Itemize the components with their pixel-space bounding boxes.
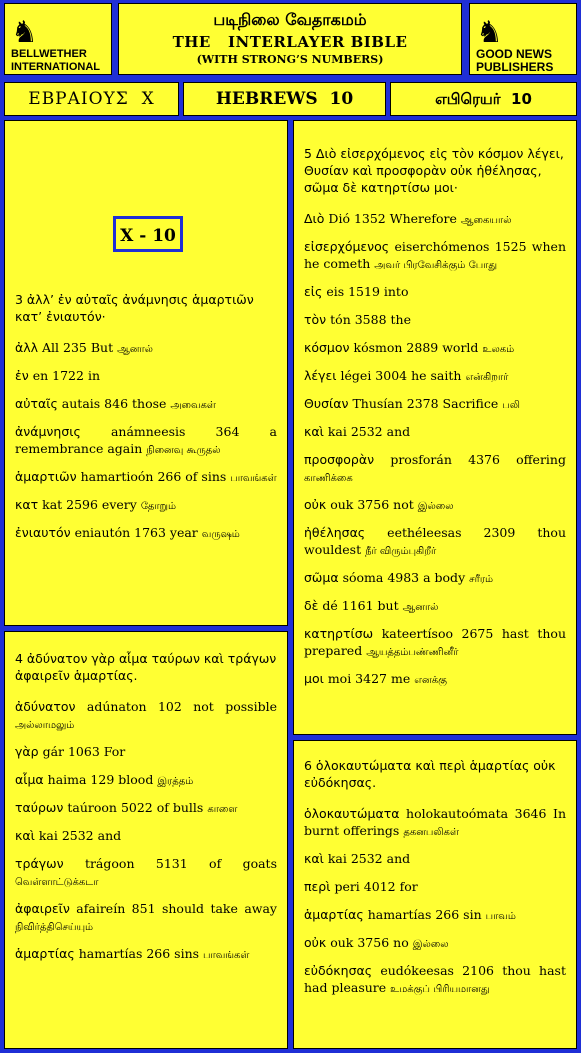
greek-word: ἀδύνατον xyxy=(15,699,76,714)
tamil-gloss: தகனபலிகள் xyxy=(403,827,459,838)
transliteration-gloss: peri 4012 for xyxy=(334,879,418,894)
tamil-gloss: ஆனால் xyxy=(402,602,439,613)
greek-word: ὁλοκαυτώματα xyxy=(304,806,400,821)
word-entry xyxy=(15,743,277,762)
word-entry xyxy=(304,569,566,588)
shepherd-icon: ♞ xyxy=(11,15,38,50)
transliteration-gloss: holokautoómata 3646 In burnt offerings xyxy=(304,806,566,838)
greek-word: γὰρ xyxy=(15,744,39,759)
word-entry xyxy=(15,496,277,515)
greek-word: δὲ xyxy=(304,598,319,613)
transliteration-gloss: haima 129 blood xyxy=(47,772,154,787)
tamil-gloss: பாவம் xyxy=(485,911,516,922)
tab-greek-book: ΕΒΡΑΙΟΥΣ X xyxy=(4,82,179,116)
greek-word: τὸν xyxy=(304,312,327,327)
tamil-gloss: பாவங்கள் xyxy=(230,473,277,484)
transliteration-gloss: afaireín 851 should take away xyxy=(76,901,277,916)
greek-word: ἁμαρτίας xyxy=(304,907,364,922)
word-entry xyxy=(304,238,566,274)
word-entry xyxy=(304,423,566,442)
transliteration-gloss: sóoma 4983 a body xyxy=(342,570,466,585)
transliteration-gloss: eniautón 1763 year xyxy=(74,525,198,540)
tamil-gloss: ஆனால் xyxy=(117,344,153,355)
greek-word: καὶ xyxy=(15,828,35,843)
tamil-gloss: தோறும் xyxy=(140,501,177,512)
tamil-gloss: இல்லை xyxy=(412,939,449,950)
logo-left-line1: BELLWETHER xyxy=(11,48,87,60)
word-entry xyxy=(15,855,277,891)
word-entry xyxy=(15,945,277,964)
tamil-gloss: ஆயத்தம்பண்ணினீர் xyxy=(366,647,459,658)
transliteration-gloss: Thusían 2378 Sacrifice xyxy=(352,396,499,411)
word-entry xyxy=(304,339,566,358)
greek-word: Θυσίαν xyxy=(304,396,349,411)
greek-word: κόσμον xyxy=(304,340,350,355)
transliteration-gloss: hamartías 266 sins xyxy=(78,946,200,961)
greek-word: οὐκ xyxy=(304,497,327,512)
tamil-gloss: அவர் பிரவேசிக்கும் போது xyxy=(374,260,498,271)
greek-word: ἀλλ xyxy=(15,340,39,355)
greek-word: ἁμαρτιῶν xyxy=(15,469,77,484)
tamil-gloss: பலி xyxy=(502,400,520,411)
greek-word: ἠθέλησας xyxy=(304,525,366,540)
greek-word: λέγει xyxy=(304,368,337,383)
title-tamil: படிநிலை வேதாகமம் xyxy=(213,10,367,29)
greek-word: τράγων xyxy=(15,856,64,871)
entry-list xyxy=(304,805,566,998)
transliteration-gloss: kat 2596 every xyxy=(42,497,137,512)
transliteration-gloss: taúroon 5022 of bulls xyxy=(67,800,204,815)
tamil-gloss: ஆகையால் xyxy=(460,215,512,226)
greek-word: εὐδόκησας xyxy=(304,963,373,978)
word-entry xyxy=(15,423,277,459)
transliteration-gloss: kai 2532 and xyxy=(38,828,122,843)
word-entry xyxy=(15,799,277,818)
word-entry xyxy=(304,934,566,953)
title-english: THE INTERLAYER BIBLE xyxy=(172,33,408,51)
panel-verse-4 xyxy=(4,631,288,1049)
word-entry xyxy=(304,451,566,487)
title-block xyxy=(118,3,462,75)
word-entry xyxy=(304,496,566,515)
greek-word: περὶ xyxy=(304,879,331,894)
logo-good-news xyxy=(469,3,577,75)
tab-english-book: HEBREWS 10 xyxy=(183,82,386,116)
transliteration-gloss: eudókeesas 2106 thou hast had pleasure xyxy=(304,963,566,995)
transliteration-gloss: trágoon 5131 of goats xyxy=(84,856,277,871)
transliteration-gloss: hamartioón 266 of sins xyxy=(80,469,227,484)
word-entry xyxy=(15,900,277,936)
word-entry xyxy=(304,597,566,616)
greek-word: κατηρτίσω xyxy=(304,626,374,641)
verse-text: 4 ἀδύνατον γὰρ αἷμα ταύρων καὶ τράγων ἀφαιρεῖν ἁμαρτίας. xyxy=(15,651,277,683)
transliteration-gloss: dé 1161 but xyxy=(322,598,399,613)
transliteration-gloss: eis 1519 into xyxy=(326,284,409,299)
transliteration-gloss: eethéleesas 2309 thou wouldest xyxy=(304,525,566,557)
greek-word: κατ xyxy=(15,497,39,512)
tamil-gloss: நிவிர்த்திசெய்யும் xyxy=(15,922,94,933)
tab-tamil-book: எபிரெயர் 10 xyxy=(390,82,577,116)
word-entry xyxy=(304,395,566,414)
entry-list xyxy=(304,210,566,689)
logo-bellwether xyxy=(4,3,112,75)
tamil-gloss: பாவங்கள் xyxy=(203,950,250,961)
greek-word: αἷμα xyxy=(15,772,44,787)
word-entry xyxy=(304,311,566,330)
word-entry xyxy=(304,878,566,897)
tamil-gloss: அல்லாமலும் xyxy=(15,720,75,731)
verse-text: 6 ὁλοκαυτώματα καὶ περὶ ἁμαρτίας οὐκ εὐδόκησας. xyxy=(304,758,556,790)
tamil-gloss: இரத்தம் xyxy=(157,776,194,787)
greek-word: Διὸ xyxy=(304,211,325,226)
transliteration-gloss: ouk 3756 no xyxy=(330,935,409,950)
word-entry xyxy=(15,524,277,543)
transliteration-gloss: kai 2532 and xyxy=(327,851,411,866)
transliteration-gloss: kósmon 2889 world xyxy=(353,340,479,355)
greek-word: ἀφαιρεῖν xyxy=(15,901,70,916)
greek-word: ἁμαρτίας xyxy=(15,946,75,961)
panel-verse-5 xyxy=(293,120,577,735)
title-subtitle: (WITH STRONG’S NUMBERS) xyxy=(196,53,384,66)
greek-word: ἐν xyxy=(15,368,29,383)
word-entry xyxy=(15,339,277,358)
greek-word: προσφορὰν xyxy=(304,452,375,467)
entry-list xyxy=(15,698,277,964)
tamil-gloss: எனக்கு xyxy=(414,675,447,686)
tamil-gloss: இல்லை xyxy=(417,501,454,512)
greek-word: μοι xyxy=(304,671,324,686)
transliteration-gloss: kateertísoo 2675 hast thou prepared xyxy=(304,626,566,658)
word-entry xyxy=(15,367,277,386)
transliteration-gloss: anámneesis 364 a remembrance again xyxy=(15,424,277,456)
transliteration-gloss: Dió 1352 Wherefore xyxy=(328,211,457,226)
tamil-gloss: நீர் விரும்புகிறீர் xyxy=(365,546,437,557)
word-entry xyxy=(304,210,566,229)
tamil-gloss: நினைவு கூருதல் xyxy=(146,445,221,456)
tamil-gloss: வருஷம் xyxy=(201,529,240,540)
greek-word: ἐνιαυτόν xyxy=(15,525,71,540)
tamil-gloss: காணிக்கை xyxy=(304,473,353,484)
tamil-gloss: வெள்ளாட்டுக்கடா xyxy=(15,877,99,888)
shepherd-icon: ♞ xyxy=(476,15,503,50)
tamil-gloss: உமக்குப் பிரியமானது xyxy=(390,984,490,995)
word-entry xyxy=(304,625,566,661)
tamil-gloss: சரீரம் xyxy=(469,574,494,585)
greek-word: αὐταῖς xyxy=(15,396,58,411)
verse-text: 5 Διὸ εἰσερχόμενος εἰς τὸν κόσμον λέγει, Θυσίαν καὶ προσφορὰν οὐκ ἠθέλησας, σῶμα δὲ κατηρτίσω μοι· xyxy=(304,146,564,195)
greek-word: καὶ xyxy=(304,424,324,439)
logo-right-line1: GOOD NEWS xyxy=(476,47,553,61)
greek-word: καὶ xyxy=(304,851,324,866)
transliteration-gloss: hamartías 266 sin xyxy=(367,907,482,922)
logo-left-line2: INTERNATIONAL xyxy=(11,61,101,73)
transliteration-gloss: ouk 3756 not xyxy=(330,497,414,512)
transliteration-gloss: adúnaton 102 not possible xyxy=(86,699,277,714)
tamil-gloss: அவைகள் xyxy=(170,400,216,411)
greek-word: οὐκ xyxy=(304,935,327,950)
transliteration-gloss: autais 846 those xyxy=(61,396,167,411)
chapter-badge: X - 10 xyxy=(113,216,183,252)
word-entry xyxy=(304,524,566,560)
greek-word: ταύρων xyxy=(15,800,64,815)
word-entry xyxy=(15,468,277,487)
logo-right-line2: PUBLISHERS xyxy=(476,60,554,74)
transliteration-gloss: en 1722 in xyxy=(32,368,100,383)
transliteration-gloss: gár 1063 For xyxy=(42,744,126,759)
tamil-gloss: உலகம் xyxy=(482,344,515,355)
transliteration-gloss: tón 3588 the xyxy=(330,312,411,327)
tamil-gloss: காளை xyxy=(207,804,238,815)
greek-word: εἰς xyxy=(304,284,323,299)
transliteration-gloss: moi 3427 me xyxy=(327,671,411,686)
transliteration-gloss: légei 3004 he saith xyxy=(340,368,462,383)
word-entry xyxy=(304,670,566,689)
word-entry xyxy=(304,367,566,386)
entry-list xyxy=(15,339,277,543)
transliteration-gloss: eiserchómenos 1525 when he cometh xyxy=(304,239,566,271)
word-entry xyxy=(15,395,277,414)
greek-word: εἰσερχόμενος xyxy=(304,239,390,254)
transliteration-gloss: prosforán 4376 offering xyxy=(390,452,566,467)
transliteration-gloss: All 235 But xyxy=(42,340,114,355)
word-entry xyxy=(15,698,277,734)
word-entry xyxy=(15,827,277,846)
verse-text: 3 ἀλλ’ ἐν αὐταῖς ἀνάμνησις ἁμαρτιῶν κατ’ ἐνιαυτόν· xyxy=(15,292,254,324)
greek-word: σῶμα xyxy=(304,570,339,585)
panel-verse-3 xyxy=(4,120,288,626)
word-entry xyxy=(304,850,566,869)
word-entry xyxy=(304,906,566,925)
transliteration-gloss: kai 2532 and xyxy=(327,424,411,439)
word-entry xyxy=(304,962,566,998)
word-entry xyxy=(15,771,277,790)
word-entry xyxy=(304,805,566,841)
greek-word: ἀνάμνησις xyxy=(15,424,81,439)
panel-verse-6 xyxy=(293,740,577,1049)
word-entry xyxy=(304,283,566,302)
tamil-gloss: என்கிறார் xyxy=(465,372,509,383)
